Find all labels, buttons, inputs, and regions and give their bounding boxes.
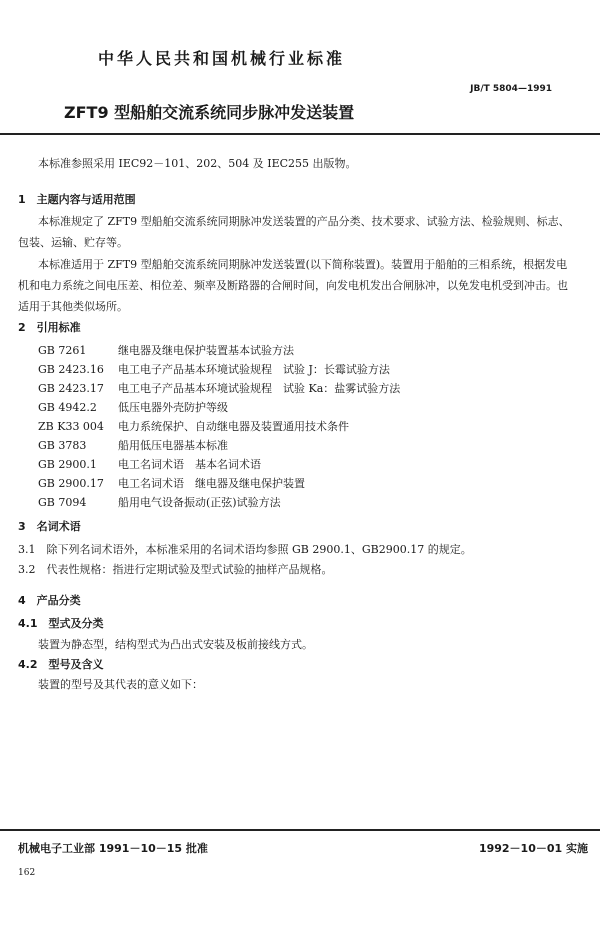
reference-item: [38, 455, 400, 474]
reference-item: [38, 493, 400, 512]
clause-4-1-text: 装置为静态型，结构型式为凸出式安装及板前接线方式。: [38, 638, 313, 651]
section-1-paragraph-1: 本标准规定了 ZFT9 型船舶交流系统同期脉冲发送装置的产品分类、技术要求、试验方法、检验规则、标志、包装、运输、贮存等。: [18, 215, 570, 249]
reference-item: [38, 341, 400, 360]
reference-title: 电工电子产品基本环境试验规程 试验 Ka：盐雾试验方法: [118, 382, 401, 395]
clause-3-1: 3.1 除下列名词术语外，本标准采用的名词术语均参照 GB 2900.1、GB2900.17 的规定。: [18, 543, 472, 556]
page-number: 162: [18, 868, 36, 878]
reference-title: 电工名词术语 基本名词术语: [118, 458, 261, 471]
reference-code: GB 2423.17: [38, 382, 104, 395]
reference-item: [38, 417, 400, 436]
reference-code: GB 4942.2: [38, 401, 97, 414]
reference-title: 低压电器外壳防护等级: [118, 401, 228, 414]
clause-4-1-heading: 4.1 型式及分类: [18, 617, 104, 630]
header-divider: [0, 133, 600, 135]
clause-4-2-text: 装置的型号及其代表的意义如下：: [38, 678, 203, 691]
footer-divider: [0, 829, 600, 831]
reference-title: 船用低压电器基本标准: [118, 439, 228, 452]
approval-line: 机械电子工业部 1991－10－15 批准: [18, 842, 208, 855]
reference-code: ZB K33 004: [38, 420, 104, 433]
reference-item: [38, 436, 400, 455]
reference-title: 电工名词术语 继电器及继电保护装置: [118, 477, 305, 490]
reference-code: GB 7094: [38, 496, 87, 509]
section-1-paragraph-2: 本标准适用于 ZFT9 型船舶交流系统同期脉冲发送装置(以下简称装置)。装置用于船舶的三相系统，根据发电机和电力系统之间电压差、相位差、频率及断路器的合闸时间，向发电机发出合闸脉冲，以免发电机受到冲击。也适用于其他类似场所。: [18, 258, 568, 313]
reference-item: [38, 398, 400, 417]
reference-title: 电工电子产品基本环境试验规程 试验 J：长霉试验方法: [118, 363, 390, 376]
reference-list: [38, 341, 400, 512]
reference-code: GB 3783: [38, 439, 87, 452]
reference-code: GB 2423.16: [38, 363, 104, 376]
reference-item: [38, 360, 400, 379]
reference-title: 电力系统保护、自动继电器及装置通用技术条件: [118, 420, 349, 433]
reference-title: 船用电气设备振动(正弦)试验方法: [118, 496, 281, 509]
section-2-heading: 2 引用标准: [18, 321, 81, 334]
document-title: ZFT9 型船舶交流系统同步脉冲发送装置: [64, 103, 355, 122]
intro-text: 本标准参照采用 IEC92－101、202、504 及 IEC255 出版物。: [38, 157, 357, 170]
clause-3-2: 3.2 代表性规格：指进行定期试验及型式试验的抽样产品规格。: [18, 563, 333, 576]
reference-code: GB 2900.17: [38, 477, 104, 490]
reference-item: [38, 474, 400, 493]
standard-code: JB/T 5804—1991: [470, 84, 552, 94]
standard-title: 中华人民共和国机械行业标准: [98, 49, 346, 68]
reference-code: GB 2900.1: [38, 458, 97, 471]
section-1-heading: 1 主题内容与适用范围: [18, 193, 136, 206]
reference-title: 继电器及继电保护装置基本试验方法: [118, 344, 294, 357]
section-4-heading: 4 产品分类: [18, 594, 81, 607]
section-3-heading: 3 名词术语: [18, 520, 81, 533]
implementation-date: 1992－10－01 实施: [478, 842, 588, 855]
reference-code: GB 7261: [38, 344, 87, 357]
reference-item: [38, 379, 400, 398]
clause-4-2-heading: 4.2 型号及含义: [18, 658, 104, 671]
